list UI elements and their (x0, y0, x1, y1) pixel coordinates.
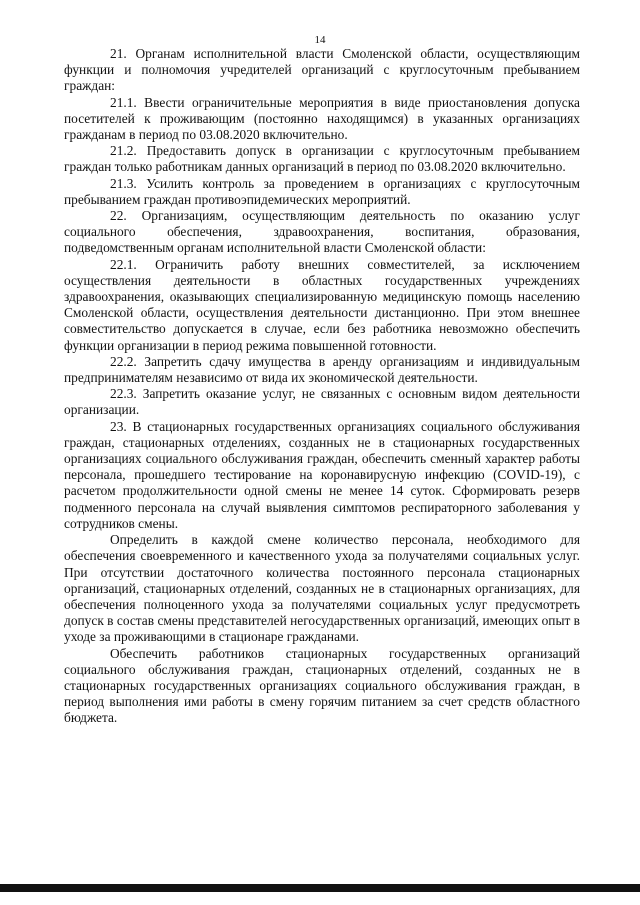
paragraph-21: 21. Органам исполнительной власти Смоленской области, осуществляющим функции и полномочия учредителей организаций с круглосуточным пребыванием граждан: (64, 46, 580, 94)
paragraph-23-meals: Обеспечить работников стационарных государственных организаций социального обслуживания граждан, стационарных отделений, созданных не в стационарных государственных организациях социального обслуживания граждан, в период выполнения ими работы в смену горячим питанием за счет средств областного бюджета. (64, 645, 580, 726)
paragraph-22-2: 22.2. Запретить сдачу имущества в аренду организациям и индивидуальным предпринимателям независимо от вида их экономической деятельности. (64, 353, 580, 386)
paragraph-21-3: 21.3. Усилить контроль за проведением в организациях с круглосуточным пребыванием граждан противоэпидемических мероприятий. (64, 175, 580, 207)
document-body (64, 46, 580, 727)
paragraph-23-staffing: Определить в каждой смене количество персонала, необходимого для обеспечения своевременного и качественного ухода за получателями социальных услуг. При отсутствии достаточного количества постоянного персонала стационарных организаций, стационарных отделений, созданных не в стационарных организациях, для обеспечения полноценного ухода за получателями социальных услуг предусмотреть допуск в состав смены представителей негосударственных организаций, имеющих опыт в уходе за проживающими в стационаре гражданами. (64, 532, 580, 645)
paragraph-21-2: 21.2. Предоставить допуск в организации с круглосуточным пребыванием граждан только работникам данных организаций в период по 03.08.2020 включительно. (64, 143, 580, 175)
scan-edge-bar (0, 884, 640, 892)
paragraph-21-1: 21.1. Ввести ограничительные мероприятия в виде приостановления допуска посетителей к проживающим (постоянно находящимся) в указанных организациях гражданам в период по 03.08.2020 включительно. (64, 94, 580, 143)
paragraph-22-3: 22.3. Запретить оказание услуг, не связанных с основным видом деятельности организации. (64, 386, 580, 418)
paragraph-22-1: 22.1. Ограничить работу внешних совместителей, за исключением осуществления деятельности в областных государственных учреждениях здравоохранения, оказывающих специализированную медицинскую помощь населению Смоленской области, осуществления деятельности дистанционно. При этом внешнее совместительство допускается в случае, если без работника невозможно обеспечить функции организации в период режима повышенной готовности. (64, 256, 580, 353)
paragraph-22: 22. Организациям, осуществляющим деятельность по оказанию услуг социального обеспечения, здравоохранения, воспитания, образования, подведомственным органам исполнительной власти Смоленской области: (64, 208, 580, 256)
paragraph-23: 23. В стационарных государственных организациях социального обслуживания граждан, стационарных отделениях, созданных не в стационарных государственных организациях социального обслуживания граждан, обеспечить сменный характер работы персонала, прошедшего тестирование на коронавирусную инфекцию (COVID-19), с расчетом продолжительности одной смены не менее 14 суток. Сформировать резерв подменного персонала на случай выявления симптомов респираторного заболевания у сотрудников смены. (64, 418, 580, 531)
page-number: 14 (314, 34, 326, 46)
